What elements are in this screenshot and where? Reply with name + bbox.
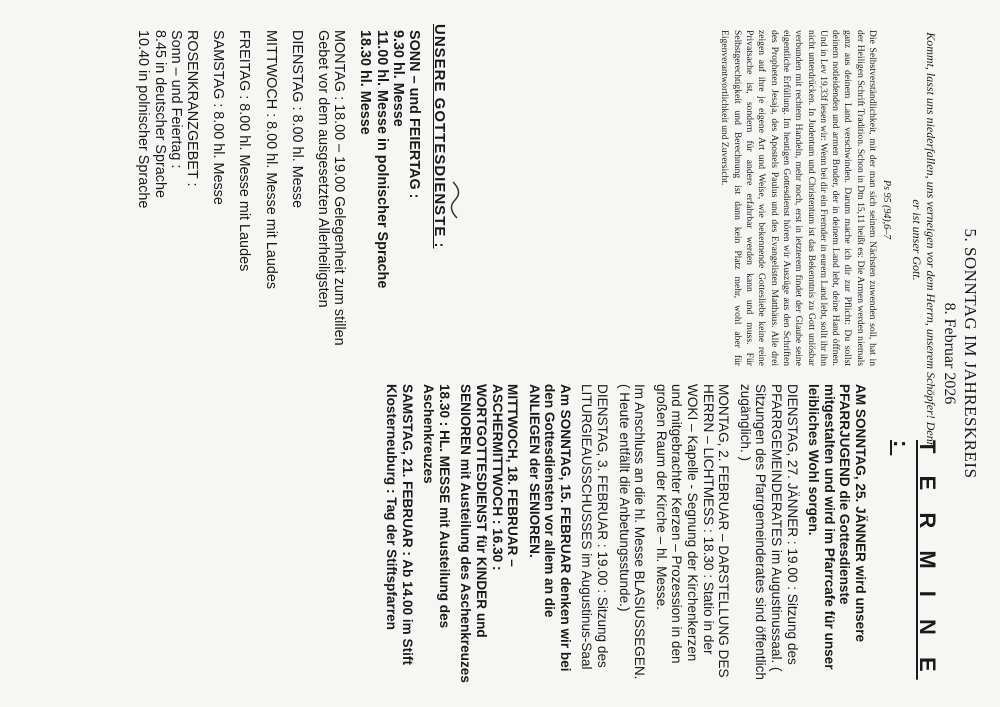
termine-item: 18.30 : HL. MESSE mit Austeilung des Aschenkreuzes [421, 384, 452, 629]
rosenkranz-line: 8.45 in deutscher Sprache [151, 30, 168, 199]
termine-item: AM SONNTAG, 25. JÄNNER wird unsere PFARRJUGEND die Gottesdienste mitgestalten und wird im Pfarrcafe für unser leibliches Wohl sorgen. [806, 384, 868, 670]
scripture-quote: Kommt, lasst uns niederfallen, uns verneigen vor dem Herrn, unserem Schöpfer! Denn er ist unser Gott. [910, 32, 938, 448]
weekday-service: MITTWOCH : 8.00 hl. Messe mit Laudes [262, 30, 279, 290]
scripture-reference: Ps 95 (94),6–7 [881, 180, 892, 240]
squiggle-icon [445, 180, 465, 220]
rosenkranz-line: Sonn – und Feiertag : [167, 30, 184, 169]
sunday-services [357, 30, 422, 370]
rosenkranz-line: 10.40 in polnischer Sprache [135, 30, 152, 209]
sunday-heading: SONN – und FEIERTAG : [406, 30, 422, 199]
services-list [125, 30, 422, 370]
bulletin-date: 8. Februar 2026 [941, 302, 958, 405]
weekday-service: SAMSTAG : 8.00 hl. Messe [210, 30, 227, 205]
weekday-service: DIENSTAG : 8.00 hl. Messe [288, 30, 305, 209]
service-line: 9.30 hl. Messe [389, 30, 406, 127]
rosenkranz-block [135, 30, 200, 370]
termine-item: MONTAG, 2. FEBRUAR – DARSTELLUNG DES HERRN – LICHTMESS : 18.30 : Statio in der WOKI – Kapelle - Segnung der Kirchenkerzen und mitgebrachter Kerzen – Prozession in den großen Raum der Kirche – hl. Messe. [653, 384, 732, 678]
termine-item: SAMSTAG, 21. FEBRUAR : Ab 14.00 im Stift Klosterneuburg : Tag der Stiftspfarren [383, 384, 415, 665]
rosenkranz-heading: ROSENKRANZGEBET : [183, 30, 200, 187]
termine-list [377, 384, 868, 684]
service-line: 11.00 hl. Messe in polnischer Sprache [373, 30, 390, 289]
weekday-service: MONTAG : 18.00 – 19.00 Gelegenheit zum stillen Gebet vor dem ausgesetzten Allerheiligsten [314, 30, 348, 346]
gottesdienste-heading: UNSERE GOTTESDIENSTE : [431, 24, 448, 249]
weekday-service: FREITAG : 8.00 hl. Messe mit Laudes [236, 30, 253, 272]
termine-item: DIENSTAG, 3. FEBRUAR : 19.00 : Sitzung des LITURGIEAUSSCHUSSES im Augustinus-Saal [579, 384, 611, 670]
intro-text: Die Selbstverständlichkeit, mit der man sich seinem Nächsten zuwenden soll, hat in der Heiligen Schrift Tradition. Schon in Dtn 15,11 heißt es: Die Armen werden niemals ganz aus deinem Land verschwinden. Darum mache ich dir zur Pflicht: Du sollst deinem notleidenden und armen Bruder, der in deinem Land lebt, deine Hand öffnen. Und in Lev 19,33f lesen wir: Wenn bei dir ein Fremder in eurem Land lebt, sollt ihr ihn nicht unterdrücken. In Judentum und Christentum ist das Bekenntnis zu Gott unlösbar verbunden mit rechtem Handeln, mehr noch, erst in letzterem findet der Glaube seine eigentliche Erfüllung. Im heutigen Gottesdienst hören wir Auszüge aus den Schriften des Propheten Jesaja, des Apostels Paulus und des Evangelisten Matthäus. Alle drei zeigen auf ihre je eigene Art und Weise, wie bekennende Gottesliebe keine reine Privatsache ist, sondern für andere erfahrbar werden kann und muss. Für Selbstgerechtigkeit und Berechnung ist dann kein Platz mehr, wohl aber für Eigenverantwortlichkeit und Zuversicht. [719, 30, 878, 366]
service-line: 18.30 hl. Messe [357, 30, 374, 135]
termine-heading: T E R M I N E : [889, 440, 940, 680]
termine-item: DIENSTAG, 27. JÄNNER : 19.00 : Sitzung des PFARRGEMEINDERATES im Augustinussaal. ( Sitzungen des Pfarrgemeinderates sind öffentlich zugänglich. ) [737, 384, 800, 680]
sunday-title: 5. SONNTAG IM JAHRESKREIS [961, 228, 980, 479]
termine-item: MITTWOCH, 18. FEBRUAR – ASCHERMITTWOCH : 16.30 : WORTGOTTESDIENST für KINDER und SENIOREN mit Austeilung des Aschenkreuzes [458, 384, 521, 683]
termine-item: Im Anschluss an die hl. Messe BLASIUSSEGEN. ( Heute entfällt die Anbetungsstunde.) [616, 384, 648, 680]
termine-item: Am SONNTAG, 15. FEBRUAR denken wir bei den Gottesdiensten vor allem an die ANLIEGEN der SENIOREN. [526, 384, 573, 672]
